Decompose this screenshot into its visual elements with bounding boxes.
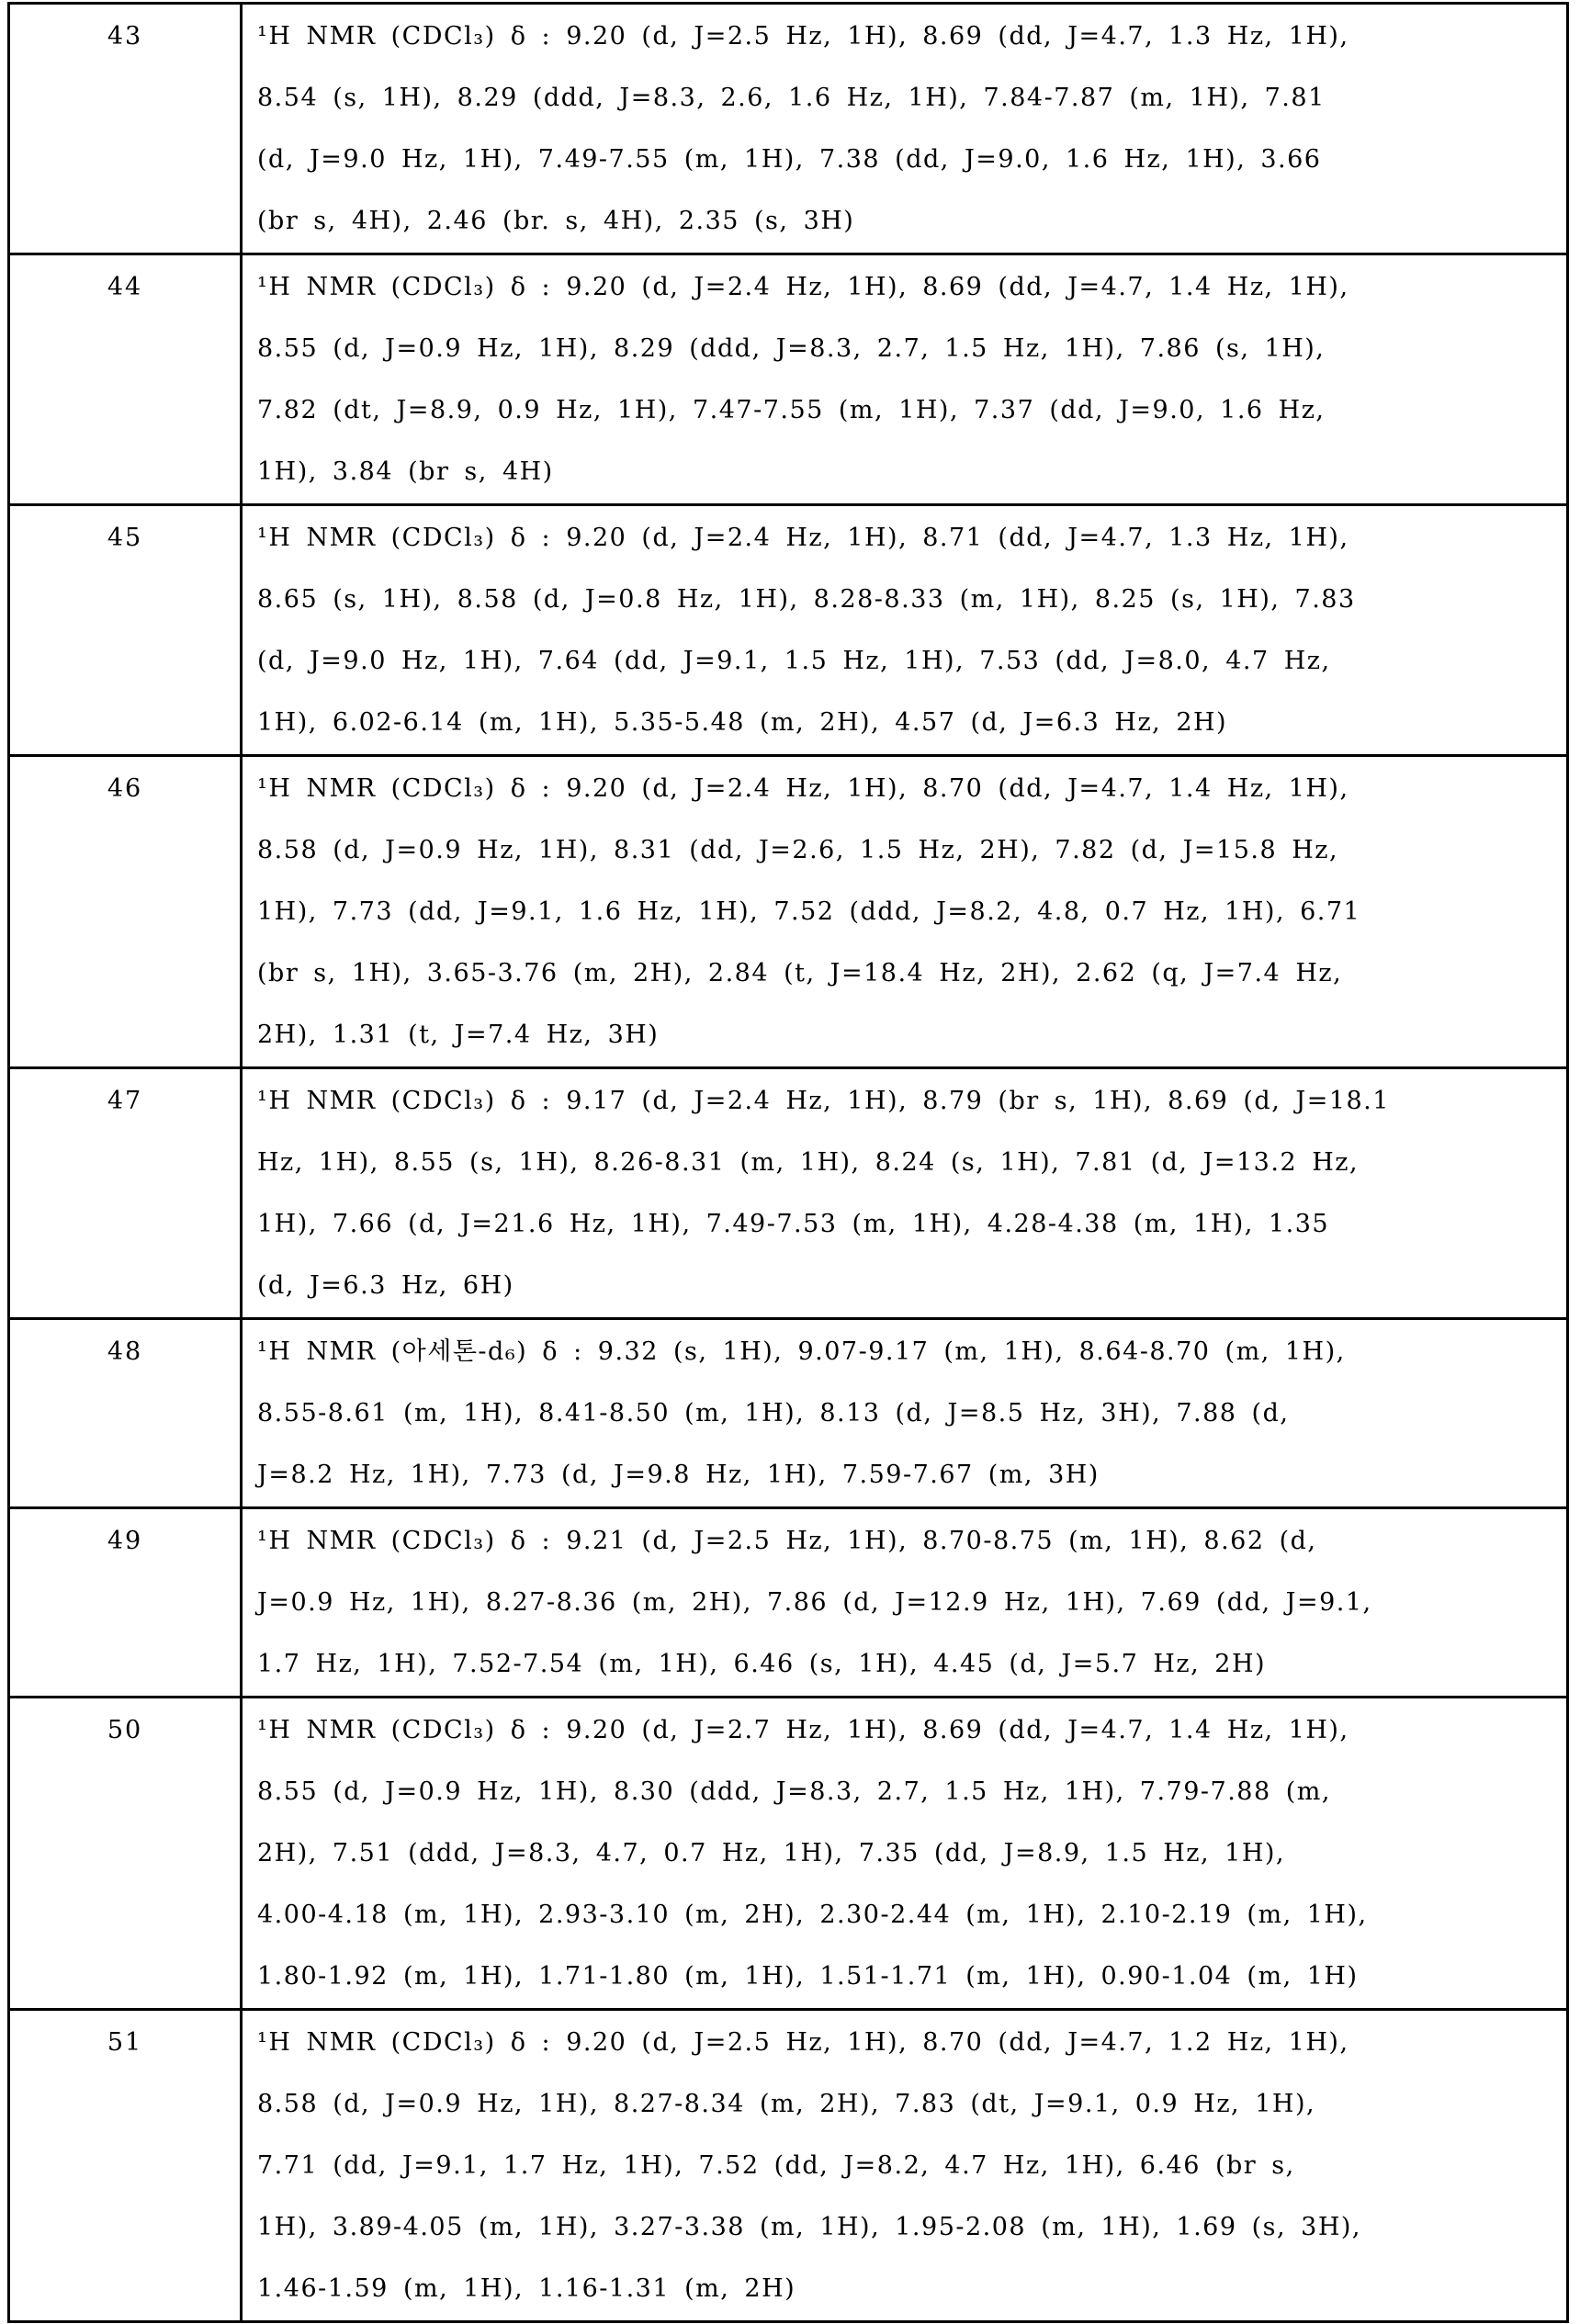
compound-number: 44 [9, 254, 242, 505]
compound-number: 50 [9, 1698, 242, 2010]
table-row [9, 4, 1568, 254]
nmr-data-cell: ¹H NMR (아세톤-d₆) δ : 9.32 (s, 1H), 9.07-9.17 (m, 1H), 8.64-8.70 (m, 1H), 8.55-8.61 (m, 1H), 8.41-8.50 (m, 1H), 8.13 (d, J=8.5 Hz, 3H), 7.88 (d, J=8.2 Hz, 1H), 7.73 (d, J=9.8 Hz, 1H), 7.59-7.67 (m, 3H) [242, 1319, 1568, 1508]
compound-number: 46 [9, 756, 242, 1068]
table-row [9, 1698, 1568, 2010]
nmr-data-cell: ¹H NMR (CDCl₃) δ : 9.20 (d, J=2.4 Hz, 1H), 8.70 (dd, J=4.7, 1.4 Hz, 1H), 8.58 (d, J=0.9 Hz, 1H), 8.31 (dd, J=2.6, 1.5 Hz, 2H), 7.82 (d, J=15.8 Hz, 1H), 7.73 (dd, J=9.1, 1.6 Hz, 1H), 7.52 (ddd, J=8.2, 4.8, 0.7 Hz, 1H), 6.71 (br s, 1H), 3.65-3.76 (m, 2H), 2.84 (t, J=18.4 Hz, 2H), 2.62 (q, J=7.4 Hz, 2H), 1.31 (t, J=7.4 Hz, 3H) [242, 756, 1568, 1068]
nmr-data-cell: ¹H NMR (CDCl₃) δ : 9.21 (d, J=2.5 Hz, 1H), 8.70-8.75 (m, 1H), 8.62 (d, J=0.9 Hz, 1H), 8.27-8.36 (m, 2H), 7.86 (d, J=12.9 Hz, 1H), 7.69 (dd, J=9.1, 1.7 Hz, 1H), 7.52-7.54 (m, 1H), 6.46 (s, 1H), 4.45 (d, J=5.7 Hz, 2H) [242, 1508, 1568, 1698]
nmr-data-cell: ¹H NMR (CDCl₃) δ : 9.20 (d, J=2.4 Hz, 1H), 8.71 (dd, J=4.7, 1.3 Hz, 1H), 8.65 (s, 1H), 8.58 (d, J=0.8 Hz, 1H), 8.28-8.33 (m, 1H), 8.25 (s, 1H), 7.83 (d, J=9.0 Hz, 1H), 7.64 (dd, J=9.1, 1.5 Hz, 1H), 7.53 (dd, J=8.0, 4.7 Hz, 1H), 6.02-6.14 (m, 1H), 5.35-5.48 (m, 2H), 4.57 (d, J=6.3 Hz, 2H) [242, 505, 1568, 756]
nmr-data-table [7, 2, 1569, 2323]
nmr-data-cell: ¹H NMR (CDCl₃) δ : 9.17 (d, J=2.4 Hz, 1H), 8.79 (br s, 1H), 8.69 (d, J=18.1 Hz, 1H), 8.55 (s, 1H), 8.26-8.31 (m, 1H), 8.24 (s, 1H), 7.81 (d, J=13.2 Hz, 1H), 7.66 (d, J=21.6 Hz, 1H), 7.49-7.53 (m, 1H), 4.28-4.38 (m, 1H), 1.35 (d, J=6.3 Hz, 6H) [242, 1068, 1568, 1319]
compound-number: 48 [9, 1319, 242, 1508]
nmr-data-cell: ¹H NMR (CDCl₃) δ : 9.20 (d, J=2.4 Hz, 1H), 8.69 (dd, J=4.7, 1.4 Hz, 1H), 8.55 (d, J=0.9 Hz, 1H), 8.29 (ddd, J=8.3, 2.7, 1.5 Hz, 1H), 7.86 (s, 1H), 7.82 (dt, J=8.9, 0.9 Hz, 1H), 7.47-7.55 (m, 1H), 7.37 (dd, J=9.0, 1.6 Hz, 1H), 3.84 (br s, 4H) [242, 254, 1568, 505]
table-row [9, 1508, 1568, 1698]
nmr-table-body [9, 4, 1568, 2322]
table-row [9, 505, 1568, 756]
table-row [9, 2010, 1568, 2322]
table-row [9, 756, 1568, 1068]
nmr-data-cell: ¹H NMR (CDCl₃) δ : 9.20 (d, J=2.5 Hz, 1H), 8.69 (dd, J=4.7, 1.3 Hz, 1H), 8.54 (s, 1H), 8.29 (ddd, J=8.3, 2.6, 1.6 Hz, 1H), 7.84-7.87 (m, 1H), 7.81 (d, J=9.0 Hz, 1H), 7.49-7.55 (m, 1H), 7.38 (dd, J=9.0, 1.6 Hz, 1H), 3.66 (br s, 4H), 2.46 (br. s, 4H), 2.35 (s, 3H) [242, 4, 1568, 254]
table-row [9, 254, 1568, 505]
table-row [9, 1319, 1568, 1508]
compound-number: 45 [9, 505, 242, 756]
table-row [9, 1068, 1568, 1319]
compound-number: 51 [9, 2010, 242, 2322]
compound-number: 47 [9, 1068, 242, 1319]
compound-number: 43 [9, 4, 242, 254]
nmr-data-cell: ¹H NMR (CDCl₃) δ : 9.20 (d, J=2.5 Hz, 1H), 8.70 (dd, J=4.7, 1.2 Hz, 1H), 8.58 (d, J=0.9 Hz, 1H), 8.27-8.34 (m, 2H), 7.83 (dt, J=9.1, 0.9 Hz, 1H), 7.71 (dd, J=9.1, 1.7 Hz, 1H), 7.52 (dd, J=8.2, 4.7 Hz, 1H), 6.46 (br s, 1H), 3.89-4.05 (m, 1H), 3.27-3.38 (m, 1H), 1.95-2.08 (m, 1H), 1.69 (s, 3H), 1.46-1.59 (m, 1H), 1.16-1.31 (m, 2H) [242, 2010, 1568, 2322]
nmr-data-cell: ¹H NMR (CDCl₃) δ : 9.20 (d, J=2.7 Hz, 1H), 8.69 (dd, J=4.7, 1.4 Hz, 1H), 8.55 (d, J=0.9 Hz, 1H), 8.30 (ddd, J=8.3, 2.7, 1.5 Hz, 1H), 7.79-7.88 (m, 2H), 7.51 (ddd, J=8.3, 4.7, 0.7 Hz, 1H), 7.35 (dd, J=8.9, 1.5 Hz, 1H), 4.00-4.18 (m, 1H), 2.93-3.10 (m, 2H), 2.30-2.44 (m, 1H), 2.10-2.19 (m, 1H), 1.80-1.92 (m, 1H), 1.71-1.80 (m, 1H), 1.51-1.71 (m, 1H), 0.90-1.04 (m, 1H) [242, 1698, 1568, 2010]
compound-number: 49 [9, 1508, 242, 1698]
